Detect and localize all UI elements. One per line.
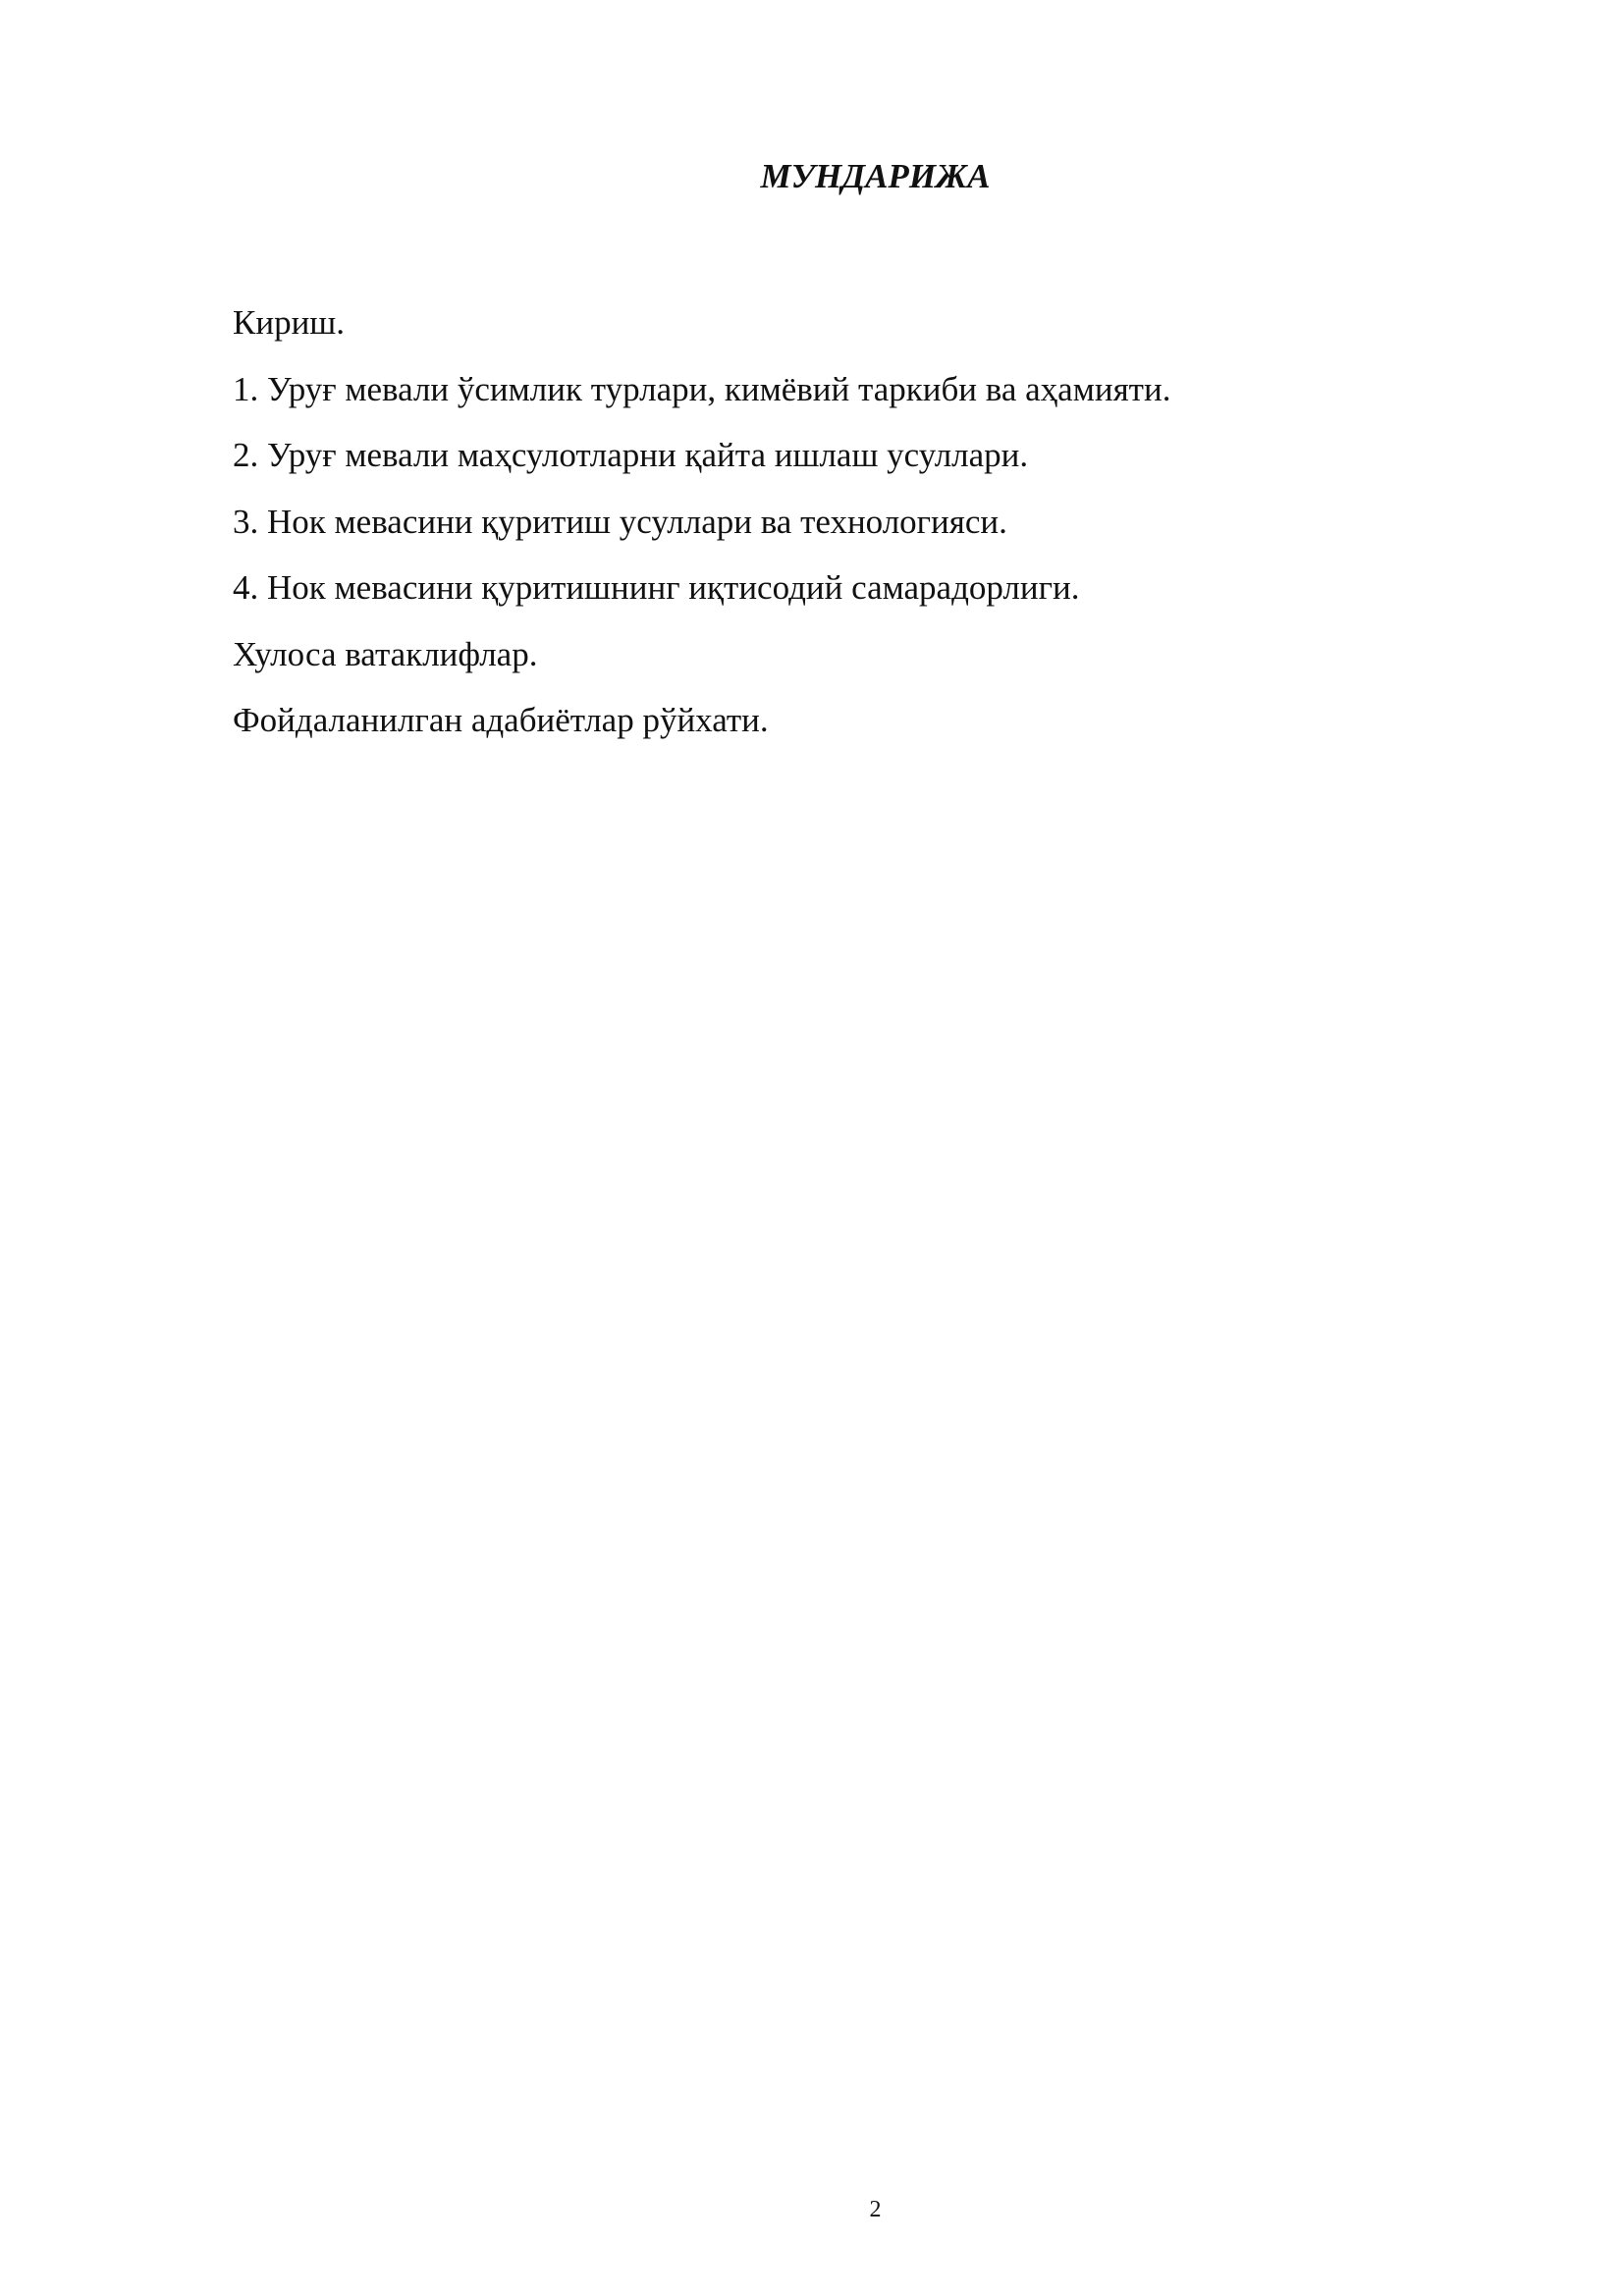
toc-item-conclusion: Хулоса ватаклифлар. [233,634,538,673]
toc-item-introduction: Кириш. [233,303,346,342]
page-title: МУНДАРИЖА [760,157,991,195]
page-number: 2 [869,2197,882,2222]
toc-item-references: Фойдаланилган адабиётлар рўйхати. [233,701,769,739]
toc-item-chapter-4: 4. Нок мевасини қуритишнинг иқтисодий самарадорлиги. [233,568,1080,607]
table-of-contents [233,290,1460,754]
toc-item-chapter-3: 3. Нок мевасини қуритиш усуллари ва технологияси. [233,502,1007,541]
toc-item-chapter-2: 2. Уруғ мевали маҳсулотларни қайта ишлаш усуллари. [233,436,1029,474]
toc-item-chapter-1: 1. Уруғ мевали ўсимлик турлари, кимёвий таркиби ва аҳамияти. [233,369,1171,408]
